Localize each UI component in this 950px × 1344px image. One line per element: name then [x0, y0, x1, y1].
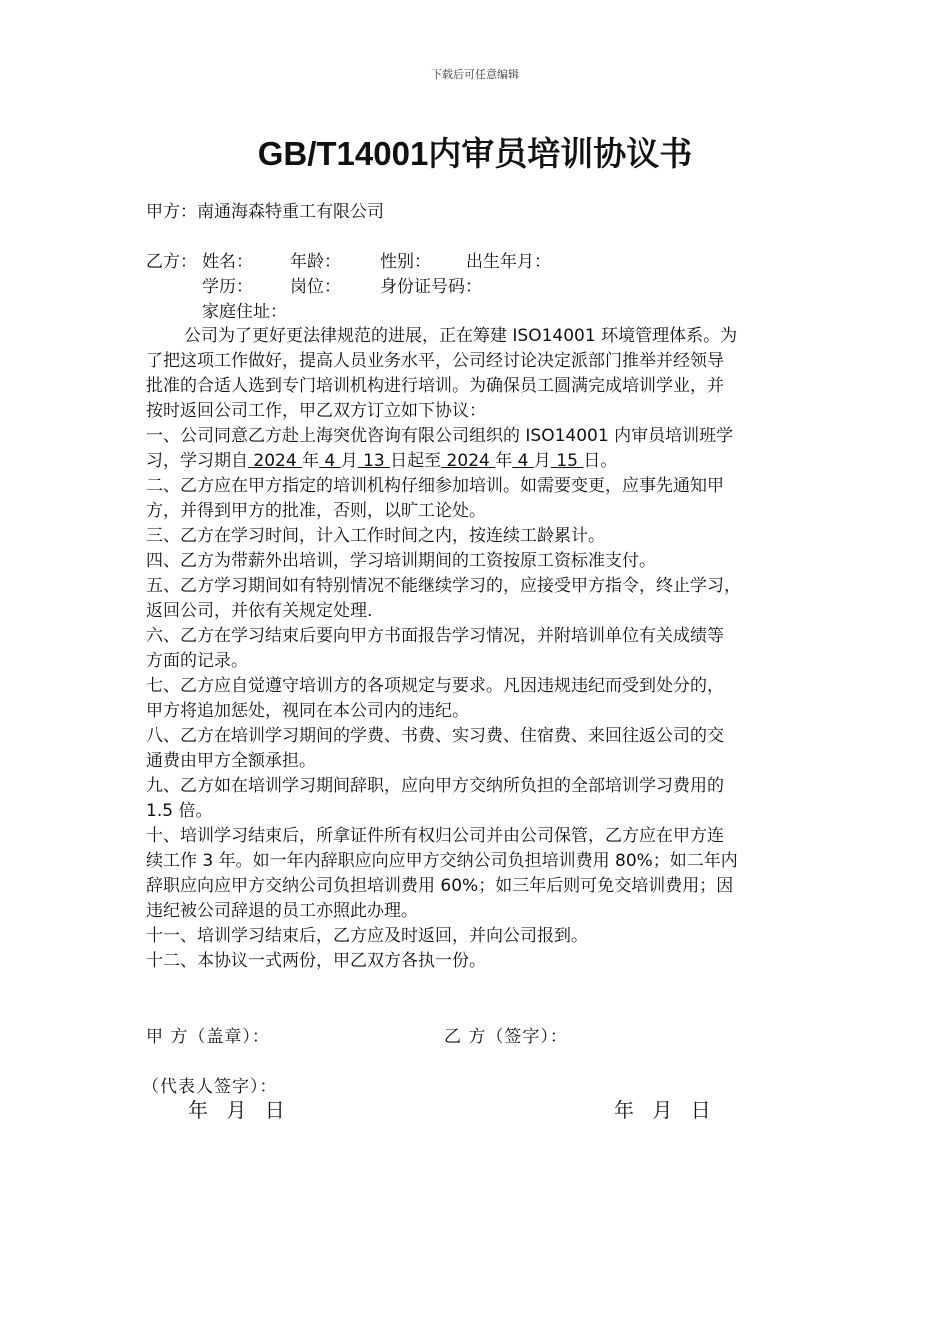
education-label: 学历： [202, 277, 253, 297]
day-mid: 日起至 [390, 451, 442, 471]
date-right: 年 月 日 [614, 1098, 717, 1122]
clause-line: 三、乙方在学习时间，计入工作时间之内，按连续工龄累计。 [146, 526, 605, 546]
clause-line: 九、乙方如在培训学习期间辞职，应向甲方交纳所负担的全部培训学习费用的 [146, 776, 724, 796]
clause-1-line-1: 一、公司同意乙方赴上海突优咨询有限公司组织的 ISO14001 内审员培训班学 [146, 426, 734, 446]
clause-line: 辞职应向应甲方交纳公司负担培训费用 60%；如三年后则可免交培训费用；因 [146, 876, 734, 896]
party-b-prefix: 乙方： [146, 252, 197, 272]
clause-line: 方面的记录。 [146, 651, 248, 671]
clause-line: 续工作 3 年。如一年内辞职应向应甲方交纳公司负担培训费用 80%；如二年内 [146, 851, 738, 871]
clause-line: 十、培训学习结束后，所拿证件所有权归公司并由公司保管，乙方应在甲方连 [146, 826, 724, 846]
clause-line: 十一、培训学习结束后，乙方应及时返回，并向公司报到。 [146, 926, 588, 946]
date-left: 年 月 日 [188, 1098, 291, 1122]
clause-line: 违纪被公司辞退的员工亦照此办理。 [146, 901, 418, 921]
clause-line: 五、乙方学习期间如有特别情况不能继续学习的，应接受甲方指令，终止学习， [146, 576, 741, 596]
start-year: 2024 [248, 451, 303, 471]
age-label: 年龄： [290, 252, 341, 272]
end-year: 2024 [441, 451, 496, 471]
year-char: 年 [495, 451, 513, 471]
address-label: 家庭住址： [202, 302, 287, 322]
party-b-sign-label: 乙 方（签字）： [444, 1027, 568, 1047]
intro-line: 了把这项工作做好，提高人员业务水平，公司经讨论决定派部门推举并经领导 [146, 351, 724, 371]
clause-line: 返回公司，并依有关规定处理. [146, 601, 373, 621]
year-char: 年 [302, 451, 320, 471]
month-char: 月 [340, 451, 358, 471]
representative-sign-label: （代表人签字）： [142, 1077, 278, 1097]
intro-line: 批准的合适人选到专门培训机构进行培训。为确保员工圆满完成培训学业，并 [146, 376, 724, 396]
clause-1-period [146, 449, 617, 473]
period-prefix: 习，学习期自 [146, 451, 248, 471]
start-month: 4 [319, 451, 341, 471]
intro-line: 公司为了更好更法律规范的进展，正在筹建 ISO14001 环境管理体系。为 [184, 326, 738, 346]
clause-line: 四、乙方为带薪外出培训，学习培训期间的工资按原工资标准支付。 [146, 551, 656, 571]
party-a-seal-label: 甲 方（盖章）： [146, 1027, 270, 1047]
start-day: 13 [357, 451, 391, 471]
clause-line: 甲方将追加惩处，视同在本公司内的违纪。 [146, 701, 469, 721]
clause-line: 二、乙方应在甲方指定的培训机构仔细参加培训。如需要变更，应事先通知甲 [146, 476, 724, 496]
birth-label: 出生年月： [466, 252, 551, 272]
month-char: 月 [533, 451, 551, 471]
position-label: 岗位： [290, 277, 341, 297]
gender-label: 性别： [380, 252, 431, 272]
party-a-line: 甲方：南通海森特重工有限公司 [146, 202, 384, 222]
end-month: 4 [512, 451, 534, 471]
clause-line: 六、乙方在学习结束后要向甲方书面报告学习情况，并附培训单位有关成绩等 [146, 626, 724, 646]
clause-line: 方，并得到甲方的批准，否则，以旷工论处。 [146, 501, 486, 521]
end-day: 15 [550, 451, 584, 471]
day-end: 日。 [583, 451, 618, 471]
intro-line: 按时返回公司工作，甲乙双方订立如下协议： [146, 401, 486, 421]
clause-line: 七、乙方应自觉遵守培训方的各项规定与要求。凡因违规违纪而受到处分的， [146, 676, 724, 696]
id-number-label: 身份证号码： [380, 277, 482, 297]
clause-line: 十二、本协议一式两份，甲乙双方各执一份。 [146, 951, 486, 971]
clause-line: 通费由甲方全额承担。 [146, 751, 316, 771]
name-label: 姓名： [202, 252, 253, 272]
header-note: 下载后可任意编辑 [431, 68, 519, 81]
document-title: GB/T14001内审员培训协议书 [257, 135, 693, 172]
clause-line: 八、乙方在培训学习期间的学费、书费、实习费、住宿费、来回往返公司的交 [146, 726, 724, 746]
clause-line: 1.5 倍。 [146, 801, 213, 821]
